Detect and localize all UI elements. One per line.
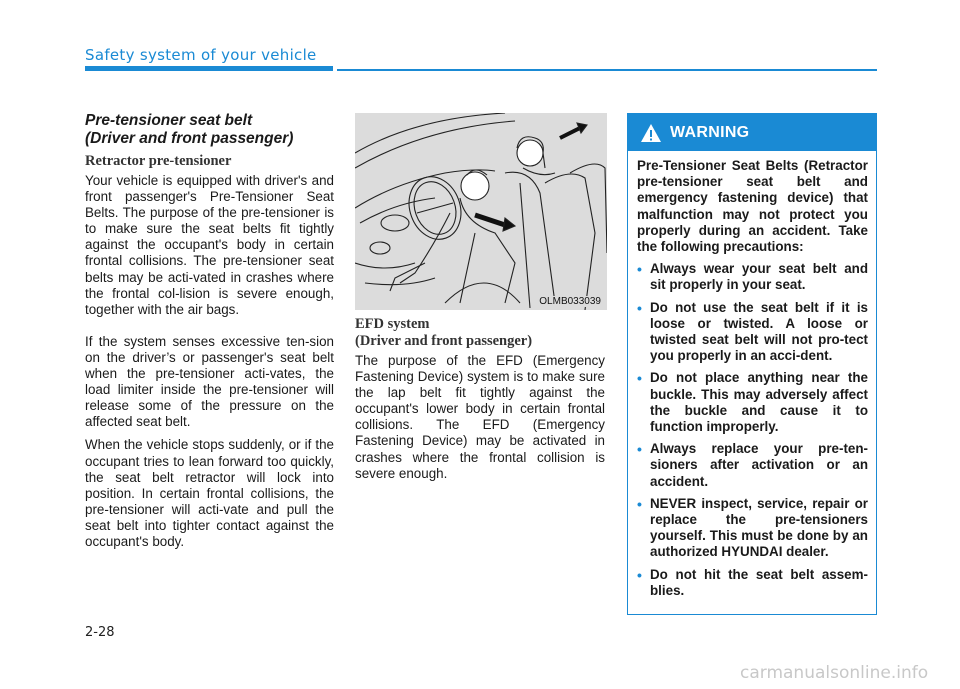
- watermark: carmanualsonline.info: [740, 663, 929, 683]
- page-number: 2-28: [85, 625, 115, 640]
- list-item: [637, 370, 868, 435]
- bullet-icon: •: [637, 495, 642, 512]
- warning-body: [628, 151, 876, 599]
- list-item: [637, 300, 868, 365]
- section-title-line2: (Driver and front passenger): [85, 130, 294, 147]
- efd-title: [355, 316, 605, 350]
- paragraph: If the system senses excessive ten-sion on the driver’s or passenger's seat belt when the pre-tensioner acti-vates, the load limiter inside the pre-tensioner will release some of the pressure on the affected seat belt.: [85, 333, 334, 430]
- section-title-line1: Pre-tensioner seat belt: [85, 112, 253, 129]
- list-item: [637, 441, 868, 490]
- list-item-text: Do not place anything near the buckle. This may adversely affect the buckle and cause it to function improperly.: [650, 370, 868, 435]
- subsection-title: Retractor pre-tensioner: [85, 153, 232, 169]
- warning-triangle-icon: [640, 123, 662, 143]
- car-interior-drawing: [355, 113, 607, 310]
- bullet-icon: •: [637, 566, 642, 583]
- efd-title-line1: EFD system: [355, 316, 430, 332]
- list-item-text: Always replace your pre-ten-sioners after activation or an accident.: [650, 441, 868, 489]
- section-header-title: Safety system of your vehicle: [85, 46, 317, 64]
- section-title: [85, 112, 334, 148]
- list-item-text: Always wear your seat belt and sit properly in your seat.: [650, 261, 868, 293]
- header-accent-bar: [85, 66, 333, 71]
- bullet-icon: •: [637, 299, 642, 316]
- warning-list: [637, 261, 868, 599]
- bullet-icon: •: [637, 370, 642, 387]
- list-item: [637, 496, 868, 561]
- list-item-text: Do not hit the seat belt assem-blies.: [650, 566, 868, 598]
- list-item: [637, 567, 868, 599]
- bullet-icon: •: [637, 261, 642, 278]
- paragraph: The purpose of the EFD (Emergency Fastening Device) system is to make sure the lap belt fit tightly against the occupant's lower body in certain frontal collisions. The EFD (Emergency Fastening Device) may be activated in crashes where the frontal collision is severe enough.: [355, 353, 605, 481]
- efd-title-line2: (Driver and front passenger): [355, 333, 533, 349]
- left-column: [85, 112, 334, 550]
- paragraph: Your vehicle is equipped with driver's and front passenger's Pre-Tensioner Seat Belts. The purpose of the pre-tensioner is to make sure the seat belts fit tightly against the occupant's body in certain frontal collisions. The pre-tensioner seat belts may be acti-vated in crashes where the frontal col-lision is severe enough, together with the air bags.: [85, 173, 334, 317]
- middle-column: [355, 316, 605, 482]
- list-item: [637, 261, 868, 293]
- header-rule: [337, 69, 877, 71]
- warning-intro: Pre-Tensioner Seat Belts (Retractor pre-tensioner seat belt and emergency fastening device) that malfunction may not protect you properly during an accident. Take the following precautions:: [637, 158, 868, 255]
- list-item-text: NEVER inspect, service, repair or replace the pre-tensioners yourself. This must be done by an authorized HYUNDAI dealer.: [650, 495, 868, 560]
- warning-box: [627, 113, 877, 615]
- list-item-text: Do not use the seat belt if it is loose or twisted. A loose or twisted seat belt will not pro-tect you properly in an acci-dent.: [650, 299, 868, 364]
- warning-header: [628, 114, 876, 151]
- warning-heading: WARNING: [670, 123, 750, 141]
- seatbelt-illustration: [355, 113, 607, 310]
- bullet-icon: •: [637, 441, 642, 458]
- figure-code: OLMB033039: [539, 296, 601, 307]
- paragraph: When the vehicle stops suddenly, or if the occupant tries to lean forward too quickly, the seat belt retractor will lock into position. In certain frontal collisions, the pre-tensioner will acti-vate and pull the seat belt into tighter contact against the occupant's body.: [85, 437, 334, 549]
